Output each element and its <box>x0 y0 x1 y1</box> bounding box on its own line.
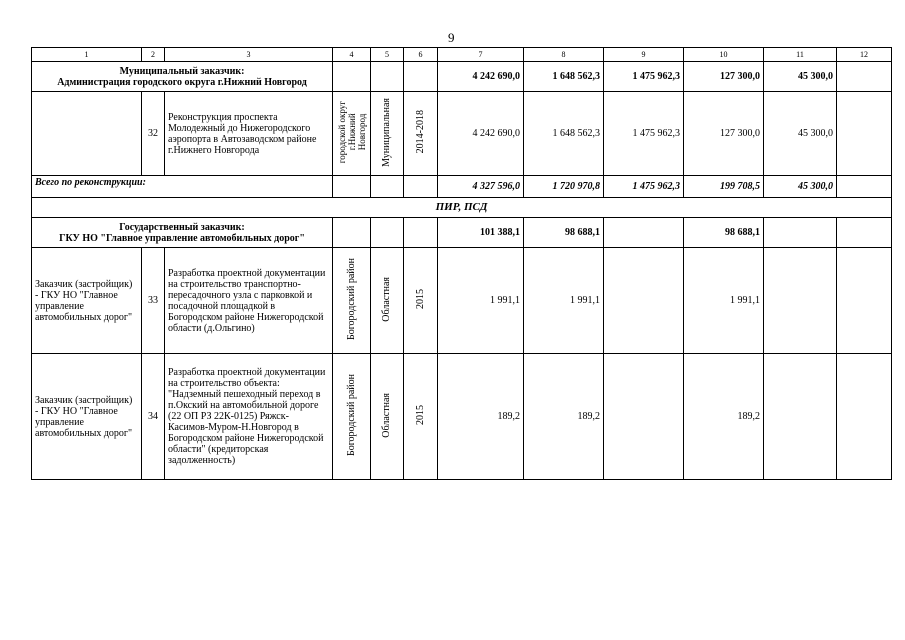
col-num-3: 3 <box>165 48 333 62</box>
customer-label: Заказчик (застройщик) - ГКУ НО "Главное управление автомобильных дорог" <box>32 248 142 354</box>
cell-value: 4 242 690,0 <box>438 92 524 176</box>
customer-label: Заказчик (застройщик) - ГКУ НО "Главное управление автомобильных дорог" <box>32 354 142 480</box>
cell-value: 1 991,1 <box>684 248 764 354</box>
table-row-34 <box>32 354 892 480</box>
state-customer-row <box>32 218 892 248</box>
object-description: Разработка проектной документации на строительство объекта: "Надземный пешеходный переход в п.Окский на автомобильной дороге (22 ОП РЗ 22К-0125) Ряжск-Касимов-Муром-Н.Новгород в Богородском районе Нижегородской области" (кредиторская задолженность) <box>165 354 333 480</box>
cell-value: 1 991,1 <box>438 248 524 354</box>
col-num-8: 8 <box>524 48 604 62</box>
cell-value: 4 327 596,0 <box>438 176 524 198</box>
funding-level: Областная <box>381 392 392 438</box>
cell-value: 1 475 962,3 <box>604 92 684 176</box>
municipal-customer-row <box>32 62 892 92</box>
cell-value: 127 300,0 <box>684 92 764 176</box>
object-description: Реконструкция проспекта Молодежный до Нижегородского аэропорта в Автозаводском районе г.Нижнего Новгорода <box>165 92 333 176</box>
row-number: 33 <box>142 248 165 354</box>
column-number-row <box>32 48 892 62</box>
cell-value: 1 648 562,3 <box>524 92 604 176</box>
cell-value: 1 475 962,3 <box>604 62 684 92</box>
col-num-4: 4 <box>333 48 371 62</box>
district-label: Богородский район <box>345 373 357 457</box>
cell-value: 189,2 <box>524 354 604 480</box>
cell-value: 199 708,5 <box>684 176 764 198</box>
cell-value: 4 242 690,0 <box>438 62 524 92</box>
district-label: городской округ г.Нижний Новгород <box>336 100 367 164</box>
cell-value: 98 688,1 <box>524 218 604 248</box>
cell-value: 1 475 962,3 <box>604 176 684 198</box>
municipal-customer-line2: Администрация городского округа г.Нижний Новгород <box>57 76 307 88</box>
cell-value: 127 300,0 <box>684 62 764 92</box>
municipal-customer-label <box>32 62 333 92</box>
cell-value: 189,2 <box>438 354 524 480</box>
period: 2014-2018 <box>414 110 426 154</box>
col-num-10: 10 <box>684 48 764 62</box>
col-num-2: 2 <box>142 48 165 62</box>
col-num-6: 6 <box>404 48 438 62</box>
col-num-7: 7 <box>438 48 524 62</box>
cell-value: 98 688,1 <box>684 218 764 248</box>
funding-level: Муниципальная <box>381 97 392 167</box>
col-num-5: 5 <box>371 48 404 62</box>
state-customer-label <box>32 218 333 248</box>
period: 2015 <box>414 289 426 309</box>
section-title: ПИР, ПСД <box>32 198 892 218</box>
cell-value: 45 300,0 <box>764 92 837 176</box>
col-num-9: 9 <box>604 48 684 62</box>
state-customer-line1: Государственный заказчик: <box>119 221 245 233</box>
section-row <box>32 198 892 218</box>
district-label: Богородский район <box>345 257 357 341</box>
cell-value: 1 720 970,8 <box>524 176 604 198</box>
row-number: 32 <box>142 92 165 176</box>
total-row <box>32 176 892 198</box>
cell-value: 45 300,0 <box>764 176 837 198</box>
page-number: 9 <box>448 30 455 45</box>
col-num-1: 1 <box>32 48 142 62</box>
object-description: Разработка проектной документации на строительство транспортно-пересадочного узла с парковкой и посадочной площадкой в Богородском районе Нижегородской области (д.Ольгино) <box>165 248 333 354</box>
table-row-33 <box>32 248 892 354</box>
budget-table <box>31 47 892 480</box>
table-row-32 <box>32 92 892 176</box>
municipal-customer-line1: Муниципальный заказчик: <box>119 65 245 77</box>
cell-value: 1 648 562,3 <box>524 62 604 92</box>
col-num-12: 12 <box>837 48 892 62</box>
cell-value: 1 991,1 <box>524 248 604 354</box>
cell-value: 189,2 <box>684 354 764 480</box>
col-num-11: 11 <box>764 48 837 62</box>
state-customer-line2: ГКУ НО "Главное управление автомобильных дорог" <box>59 232 305 244</box>
period: 2015 <box>414 405 426 425</box>
row-number: 34 <box>142 354 165 480</box>
total-label: Всего по реконструкции: <box>32 176 333 198</box>
funding-level: Областная <box>381 276 392 322</box>
cell-value: 45 300,0 <box>764 62 837 92</box>
cell-value: 101 388,1 <box>438 218 524 248</box>
